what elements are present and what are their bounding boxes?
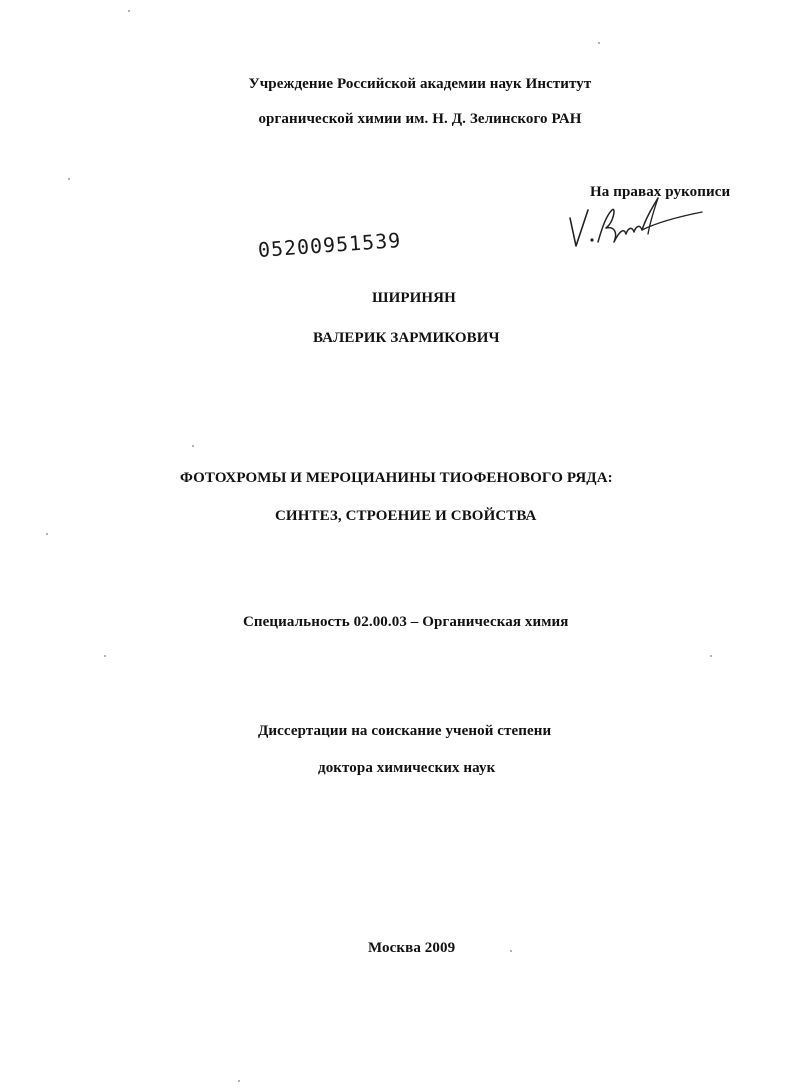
scan-speck	[710, 655, 712, 657]
scan-speck	[192, 445, 194, 447]
title-line-1: ФОТОХРОМЫ И МЕРОЦИАНИНЫ ТИОФЕНОВОГО РЯДА:	[180, 470, 613, 486]
place-year: Москва 2009	[368, 940, 456, 956]
author-surname: ШИРИНЯН	[372, 290, 456, 306]
institution-line-1: Учреждение Российской академии наук Институт	[248, 76, 592, 92]
registration-number: 05200951539	[257, 228, 402, 262]
author-given-names: ВАЛЕРИК ЗАРМИКОВИЧ	[313, 330, 500, 346]
scan-speck	[104, 655, 106, 657]
handwritten-signature-icon	[562, 188, 712, 260]
dissertation-line-2: доктора химических наук	[318, 760, 496, 776]
rights-notice: На правах рукописи	[590, 184, 731, 200]
scan-speck	[510, 950, 512, 952]
scan-speck	[68, 178, 70, 180]
dissertation-line-1: Диссертации на соискание ученой степени	[258, 723, 552, 739]
scan-speck	[46, 533, 48, 535]
scan-speck	[598, 42, 600, 44]
title-line-2: СИНТЕЗ, СТРОЕНИЕ И СВОЙСТВА	[275, 508, 537, 524]
scan-speck	[128, 10, 130, 12]
scan-speck	[238, 1080, 240, 1082]
institution-line-2: органической химии им. Н. Д. Зелинского РАН	[258, 111, 582, 127]
specialty: Специальность 02.00.03 – Органическая химия	[243, 614, 569, 630]
